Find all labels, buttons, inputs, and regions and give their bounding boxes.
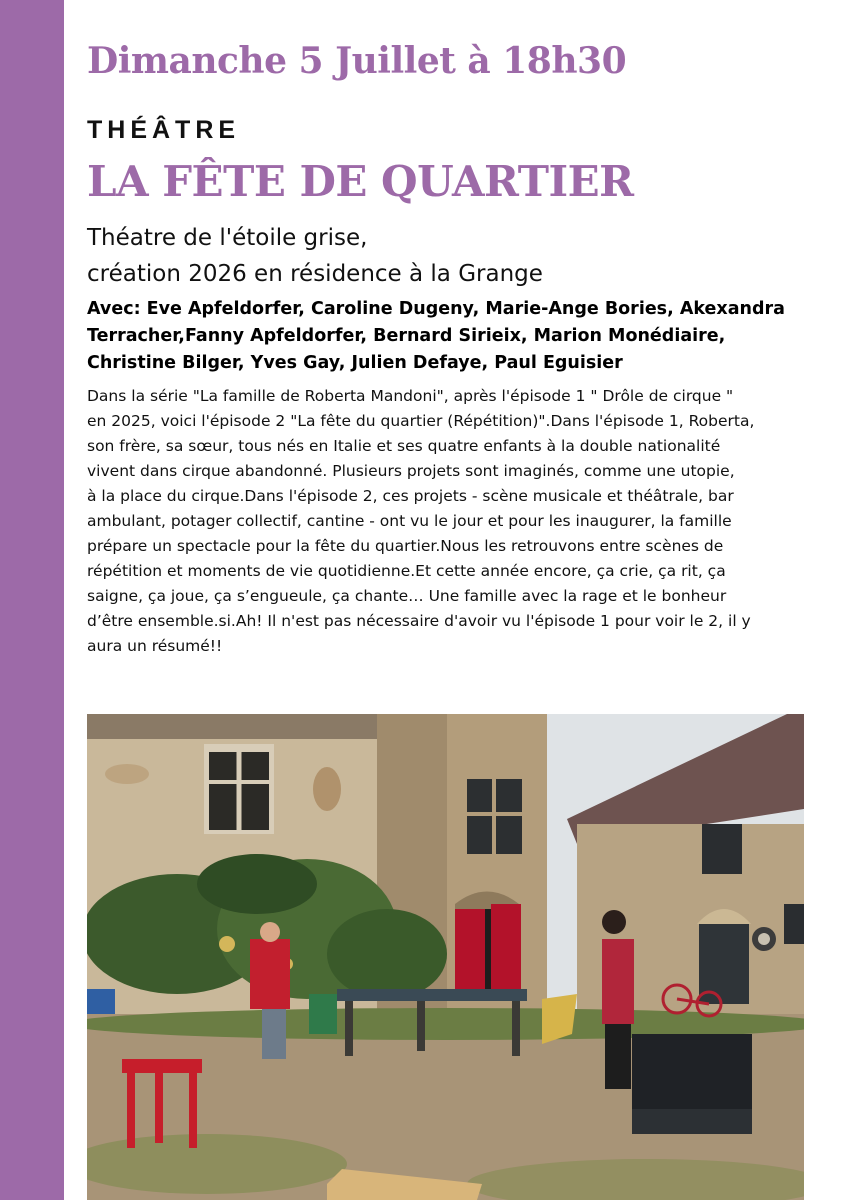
description-line: Dans la série "La famille de Roberta Mandoni", après l'épisode 1 " Drôle de cirque "	[87, 387, 734, 405]
event-photo	[87, 714, 804, 1200]
description-line: son frère, sa sœur, tous nés en Italie et ses quatre enfants à la double nationalité	[87, 437, 721, 455]
description-line: prépare un spectacle pour la fête du quartier.Nous les retrouvons entre scènes de	[87, 537, 724, 555]
event-category: THÉÂTRE	[87, 116, 241, 144]
subtitle-line: Théatre de l'étoile grise,	[87, 225, 368, 251]
subtitle-line: création 2026 en résidence à la Grange	[87, 261, 543, 287]
event-title: LA FÊTE DE QUARTIER	[87, 157, 634, 206]
description-line: saigne, ça joue, ça s’engueule, ça chante… Une famille avec la rage et le bonheur	[87, 587, 727, 605]
description-line: répétition et moments de vie quotidienne.Et cette année encore, ça crie, ça rit, ça	[87, 562, 726, 580]
description-line: aura un résumé!!	[87, 637, 223, 655]
description-line: à la place du cirque.Dans l'épisode 2, ces projets - scène musicale et théâtrale, bar	[87, 487, 734, 505]
description-line: en 2025, voici l'épisode 2 "La fête du quartier (Répétition)".Dans l'épisode 1, Roberta,	[87, 412, 755, 430]
description-line: vivent dans cirque abandonné. Plusieurs projets sont imaginés, comme une utopie,	[87, 462, 735, 480]
event-cast	[87, 296, 812, 377]
event-date: Dimanche 5 Juillet à 18h30	[87, 40, 627, 82]
description-line: d’être ensemble.si.Ah! Il n'est pas nécessaire d'avoir vu l'épisode 1 pour voir le 2, il y	[87, 612, 751, 630]
side-accent-band	[0, 0, 64, 1200]
cast-line: Avec: Eve Apfeldorfer, Caroline Dugeny, Marie-Ange Bories, Akexandra	[87, 299, 785, 319]
event-subtitle	[87, 220, 807, 292]
cast-line: Christine Bilger, Yves Gay, Julien Defaye, Paul Eguisier	[87, 353, 623, 373]
cast-line: Terracher,Fanny Apfeldorfer, Bernard Sirieix, Marion Monédiaire,	[87, 326, 726, 346]
description-line: ambulant, potager collectif, cantine - ont vu le jour et pour les inaugurer, la famille	[87, 512, 732, 530]
event-description	[87, 384, 817, 659]
